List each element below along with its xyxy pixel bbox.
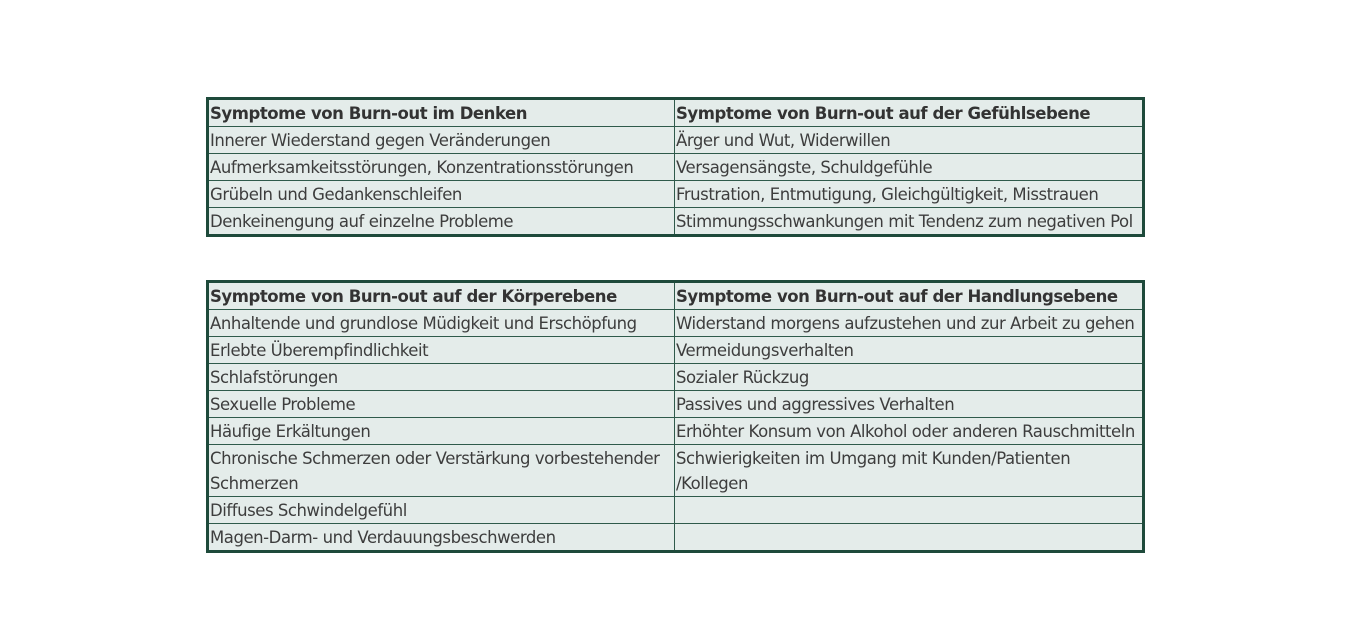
symptom-table-thinking-emotions — [206, 97, 1145, 237]
table-row — [208, 418, 1144, 445]
table-cell: Innerer Wiederstand gegen Veränderungen — [208, 127, 675, 154]
table-cell: Vermeidungsverhalten — [675, 337, 1144, 364]
table-header-row — [208, 282, 1144, 310]
table-cell: Schwierigkeiten im Umgang mit Kunden/Patienten /Kollegen — [675, 445, 1144, 497]
table-cell: Erlebte Überempfindlichkeit — [208, 337, 675, 364]
table-row — [208, 154, 1144, 181]
table-cell: Stimmungsschwankungen mit Tendenz zum negativen Pol — [675, 208, 1144, 236]
table-row — [208, 208, 1144, 236]
column-header: Symptome von Burn-out auf der Gefühlsebene — [675, 99, 1144, 127]
table-cell: Widerstand morgens aufzustehen und zur Arbeit zu gehen — [675, 310, 1144, 337]
table-cell: Denkeinengung auf einzelne Probleme — [208, 208, 675, 236]
table-row — [208, 364, 1144, 391]
table-row — [208, 310, 1144, 337]
table-cell: Frustration, Entmutigung, Gleichgültigkeit, Misstrauen — [675, 181, 1144, 208]
table-cell: Passives und aggressives Verhalten — [675, 391, 1144, 418]
symptom-table-body-behavior — [206, 280, 1145, 553]
column-header: Symptome von Burn-out auf der Körperebene — [208, 282, 675, 310]
table-row — [208, 127, 1144, 154]
table-cell: Anhaltende und grundlose Müdigkeit und Erschöpfung — [208, 310, 675, 337]
table-row — [208, 524, 1144, 552]
table-cell: Häufige Erkältungen — [208, 418, 675, 445]
table-cell — [675, 497, 1144, 524]
table-cell: Sozialer Rückzug — [675, 364, 1144, 391]
table-cell: Versagensängste, Schuldgefühle — [675, 154, 1144, 181]
table-cell: Grübeln und Gedankenschleifen — [208, 181, 675, 208]
table-cell: Ärger und Wut, Widerwillen — [675, 127, 1144, 154]
table-cell: Magen-Darm- und Verdauungsbeschwerden — [208, 524, 675, 552]
table-row — [208, 445, 1144, 497]
table-header-row — [208, 99, 1144, 127]
table-cell: Schlafstörungen — [208, 364, 675, 391]
table-row — [208, 391, 1144, 418]
table-cell — [675, 524, 1144, 552]
table-row — [208, 497, 1144, 524]
table-row — [208, 337, 1144, 364]
table-cell: Sexuelle Probleme — [208, 391, 675, 418]
table-cell: Chronische Schmerzen oder Verstärkung vorbestehender Schmerzen — [208, 445, 675, 497]
column-header: Symptome von Burn-out auf der Handlungsebene — [675, 282, 1144, 310]
table-row — [208, 181, 1144, 208]
table-cell: Aufmerksamkeitsstörungen, Konzentrationsstörungen — [208, 154, 675, 181]
table-cell: Diffuses Schwindelgefühl — [208, 497, 675, 524]
column-header: Symptome von Burn-out im Denken — [208, 99, 675, 127]
table-cell: Erhöhter Konsum von Alkohol oder anderen Rauschmitteln — [675, 418, 1144, 445]
